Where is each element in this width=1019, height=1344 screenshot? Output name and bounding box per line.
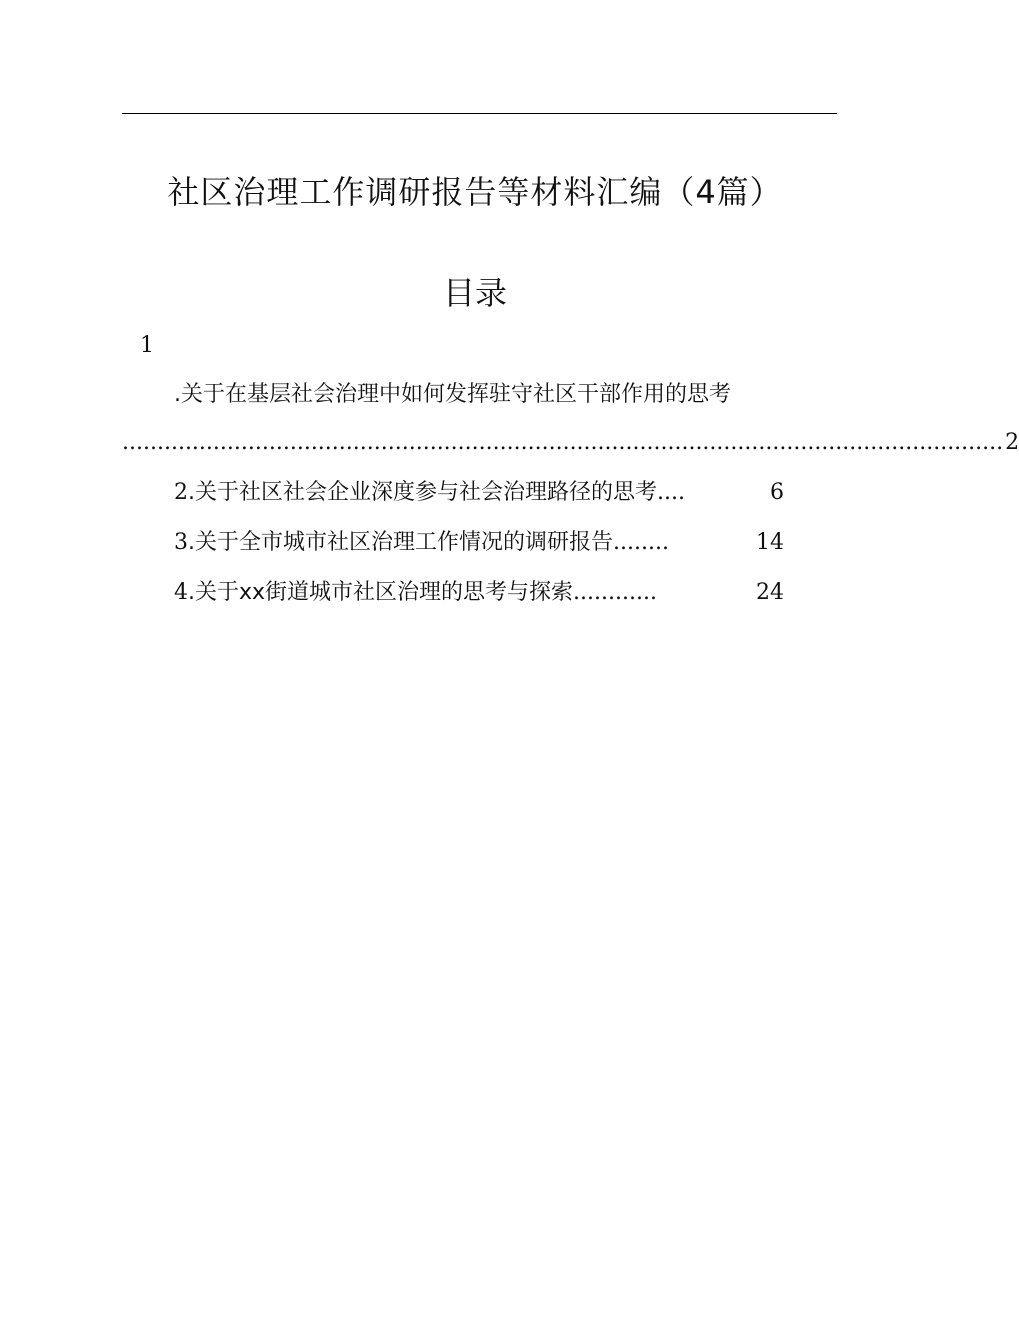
toc-entry-4-text: .关于xx街道城市社区治理的思考与探索 <box>188 580 574 605</box>
toc-entry-4-number: 4 <box>174 580 188 605</box>
toc-entry-3-text: .关于全市城市社区治理工作情况的调研报告 <box>188 530 613 555</box>
toc-leader-dots: ........ <box>613 530 669 555</box>
toc-entry-2-label <box>174 478 657 508</box>
toc-entry-1-text[interactable]: .关于在基层社会治理中如何发挥驻守社区干部作用的思考 <box>174 382 731 407</box>
toc-entry-3[interactable] <box>174 528 784 558</box>
toc-leader-dots: .... <box>657 480 685 505</box>
toc-entry-3-number: 3 <box>174 530 188 555</box>
toc-entry-1-number: 1 <box>140 333 154 358</box>
toc-entry-2-page: 6 <box>770 480 784 505</box>
toc-entry-4-label <box>174 578 573 608</box>
header-rule <box>122 113 837 114</box>
toc-heading: 目录 <box>442 274 507 312</box>
toc-entry-2-text: .关于社区社会企业深度参与社会治理路径的思考 <box>188 480 657 505</box>
toc-entry-1-page: 2 <box>1005 430 1019 455</box>
toc-entry-1-leader[interactable] <box>122 428 1019 458</box>
toc-entry-4-page: 24 <box>756 580 784 605</box>
toc-leader-dots: ............ <box>573 580 657 605</box>
toc-entry-4[interactable] <box>174 578 784 608</box>
toc-entry-3-page: 14 <box>756 530 784 555</box>
toc-leader-dots: .............................................................................................................................. <box>122 430 1004 455</box>
toc-entry-2[interactable] <box>174 478 784 508</box>
toc-entry-2-number: 2 <box>174 480 188 505</box>
document-title: 社区治理工作调研报告等材料汇编（4篇） <box>167 173 783 211</box>
toc-entry-3-label <box>174 528 613 558</box>
